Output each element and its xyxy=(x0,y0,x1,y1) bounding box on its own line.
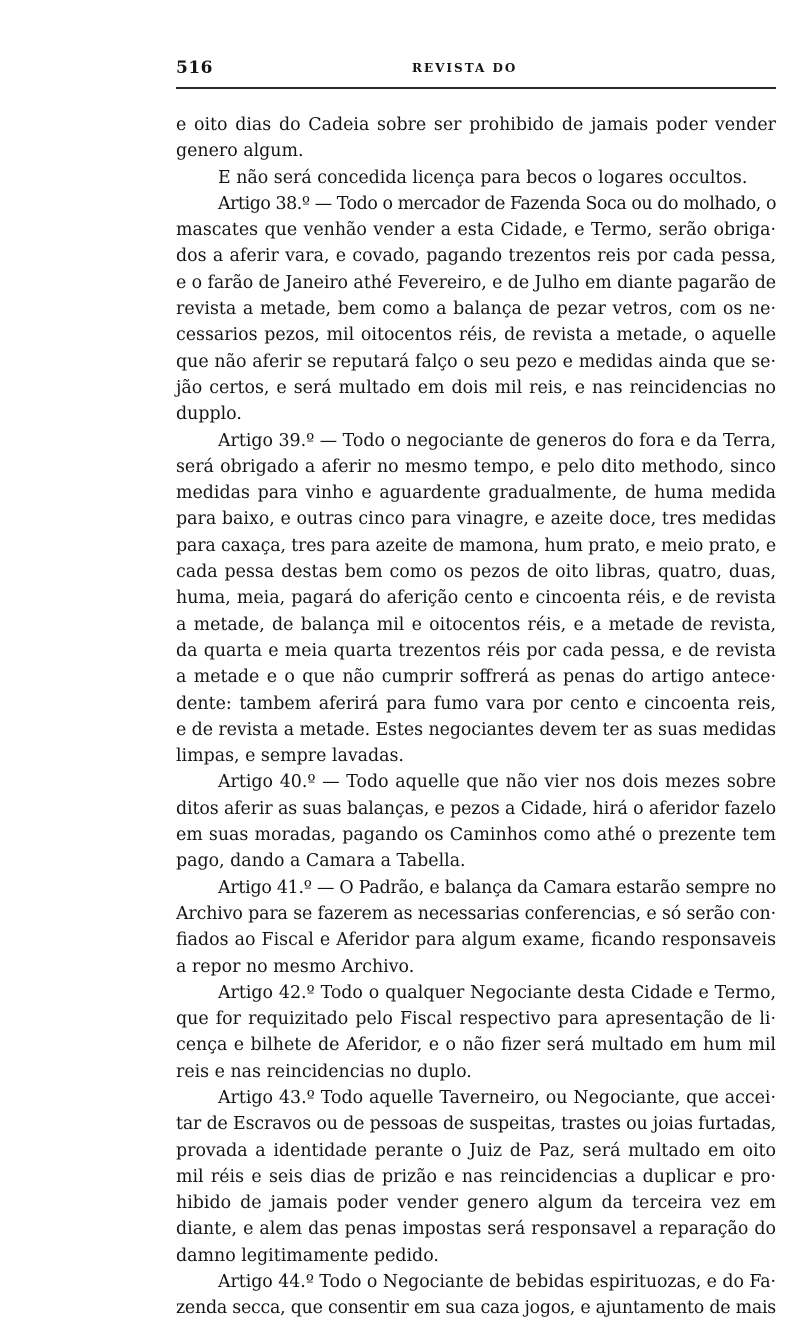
text-line: dos a aferir vara, e covado, pagando trezentos reis por cada pessa, xyxy=(176,246,776,267)
text-line: dente: tambem aferirá para fumo vara por cento e cincoenta reis, xyxy=(176,693,776,714)
text-line: em suas moradas, pagando os Caminhos como athé o prezente tem xyxy=(176,825,776,846)
text-line: zenda secca, que consentir em sua caza jogos, e ajuntamento de mais xyxy=(176,1298,776,1319)
text-line: huma, meia, pagará do aferição cento e cincoenta réis, e de revista xyxy=(176,588,776,609)
article-41-heading-line: Artigo 41.º — O Padrão, e balança da Camara estarão sempre no xyxy=(218,877,776,898)
text-line: ditos aferir as suas balanças, e pezos a Cidade, hirá o aferidor fazelo xyxy=(176,798,776,819)
text-line: jão certos, e será multado em dois mil reis, e nas reincidencias no xyxy=(176,377,776,398)
text-line: a metade e o que não cumprir soffrerá as penas do artigo antece· xyxy=(176,667,776,688)
text-line: cada pessa destas bem como os pezos de oito libras, quatro, duas, xyxy=(176,562,776,583)
article-44-heading-line: Artigo 44.º Todo o Negociante de bebidas espirituozas, e do Fa· xyxy=(218,1272,776,1293)
text-line: cença e bilhete de Aferidor, e o não fizer será multado em hum mil xyxy=(176,1035,776,1056)
text-line: Archivo para se fazerem as necessarias conferencias, e só serão con· xyxy=(176,903,776,924)
text-line: medidas para vinho e aguardente gradualmente, de huma medida xyxy=(176,483,776,504)
text-line: provada a identidade perante o Juiz de Paz, será multado em oito xyxy=(176,1140,776,1161)
text-line: a repor no mesmo Archivo. xyxy=(176,956,415,977)
text-line: da quarta e meia quarta trezentos réis por cada pessa, e de revista xyxy=(176,640,776,661)
text-line: E não será concedida licença para becos o logares occultos. xyxy=(218,167,748,188)
article-42-heading-line: Artigo 42.º Todo o qualquer Negociante desta Cidade e Termo, xyxy=(218,982,776,1003)
text-line: e de revista a metade. Estes negociantes devem ter as suas medidas xyxy=(176,719,776,740)
text-line: para caxaça, tres para azeite de mamona, hum prato, e meio prato, e xyxy=(176,535,776,556)
article-40-heading-line: Artigo 40.º — Todo aquelle que não vier nos dois mezes sobre xyxy=(218,772,776,793)
text-line: que não aferir se reputará falço o seu pezo e medidas ainda que se· xyxy=(176,351,776,372)
text-line: limpas, e sempre lavadas. xyxy=(176,746,404,767)
text-line: damno legitimamente pedido. xyxy=(176,1245,439,1266)
text-line: mil réis e seis dias de prizão e nas reincidencias a duplicar e pro· xyxy=(176,1166,776,1187)
text-line: revista a metade, bem como a balança de pezar vetros, com os ne· xyxy=(176,299,776,320)
article-38-heading-line: Artigo 38.º — Todo o mercador de Fazenda Soca ou do molhado, o xyxy=(218,193,777,214)
page-number: 516 xyxy=(176,58,213,78)
text-line: cessarios pezos, mil oitocentos réis, de revista a metade, o aquelle xyxy=(176,325,776,346)
body-text xyxy=(176,112,776,1322)
text-line: diante, e alem das penas impostas será responsavel a reparação do xyxy=(176,1219,776,1240)
text-line: fiados ao Fiscal e Aferidor para algum exame, ficando responsaveis xyxy=(176,930,776,951)
text-line: será obrigado a aferir no mesmo tempo, e pelo dito methodo, sinco xyxy=(176,456,776,477)
article-39-heading-line: Artigo 39.º — Todo o negociante de generos do fora e da Terra, xyxy=(218,430,776,451)
text-line: mascates que venhão vender a esta Cidade, e Termo, serão obriga· xyxy=(176,220,776,241)
text-line: hibido de jamais poder vender genero algum da terceira vez em xyxy=(176,1193,776,1214)
text-line: genero algum. xyxy=(176,141,304,162)
article-43-heading-line: Artigo 43.º Todo aquelle Taverneiro, ou Negociante, que accei· xyxy=(218,1087,776,1108)
text-line: para baixo, e outras cinco para vinagre, e azeite doce, tres medidas xyxy=(176,509,776,530)
header-rule xyxy=(176,87,776,89)
text-line: pago, dando a Camara a Tabella. xyxy=(176,851,466,872)
running-head: REVISTA DO xyxy=(412,61,518,75)
text-line: que for requizitado pelo Fiscal respectivo para apresentação de li· xyxy=(176,1009,776,1030)
text-line: a metade, de balança mil e oitocentos réis, e a metade de revista, xyxy=(176,614,776,635)
text-line: reis e nas reincidencias no duplo. xyxy=(176,1061,472,1082)
page-header xyxy=(176,58,770,84)
text-line: tar de Escravos ou de pessoas de suspeitas, trastes ou joias furtadas, xyxy=(176,1114,777,1135)
text-line: e oito dias do Cadeia sobre ser prohibido de jamais poder vender xyxy=(176,115,776,135)
text-line: dupplo. xyxy=(176,404,242,425)
text-line: e o farão de Janeiro athé Fevereiro, e de Julho em diante pagarão de xyxy=(176,272,777,293)
